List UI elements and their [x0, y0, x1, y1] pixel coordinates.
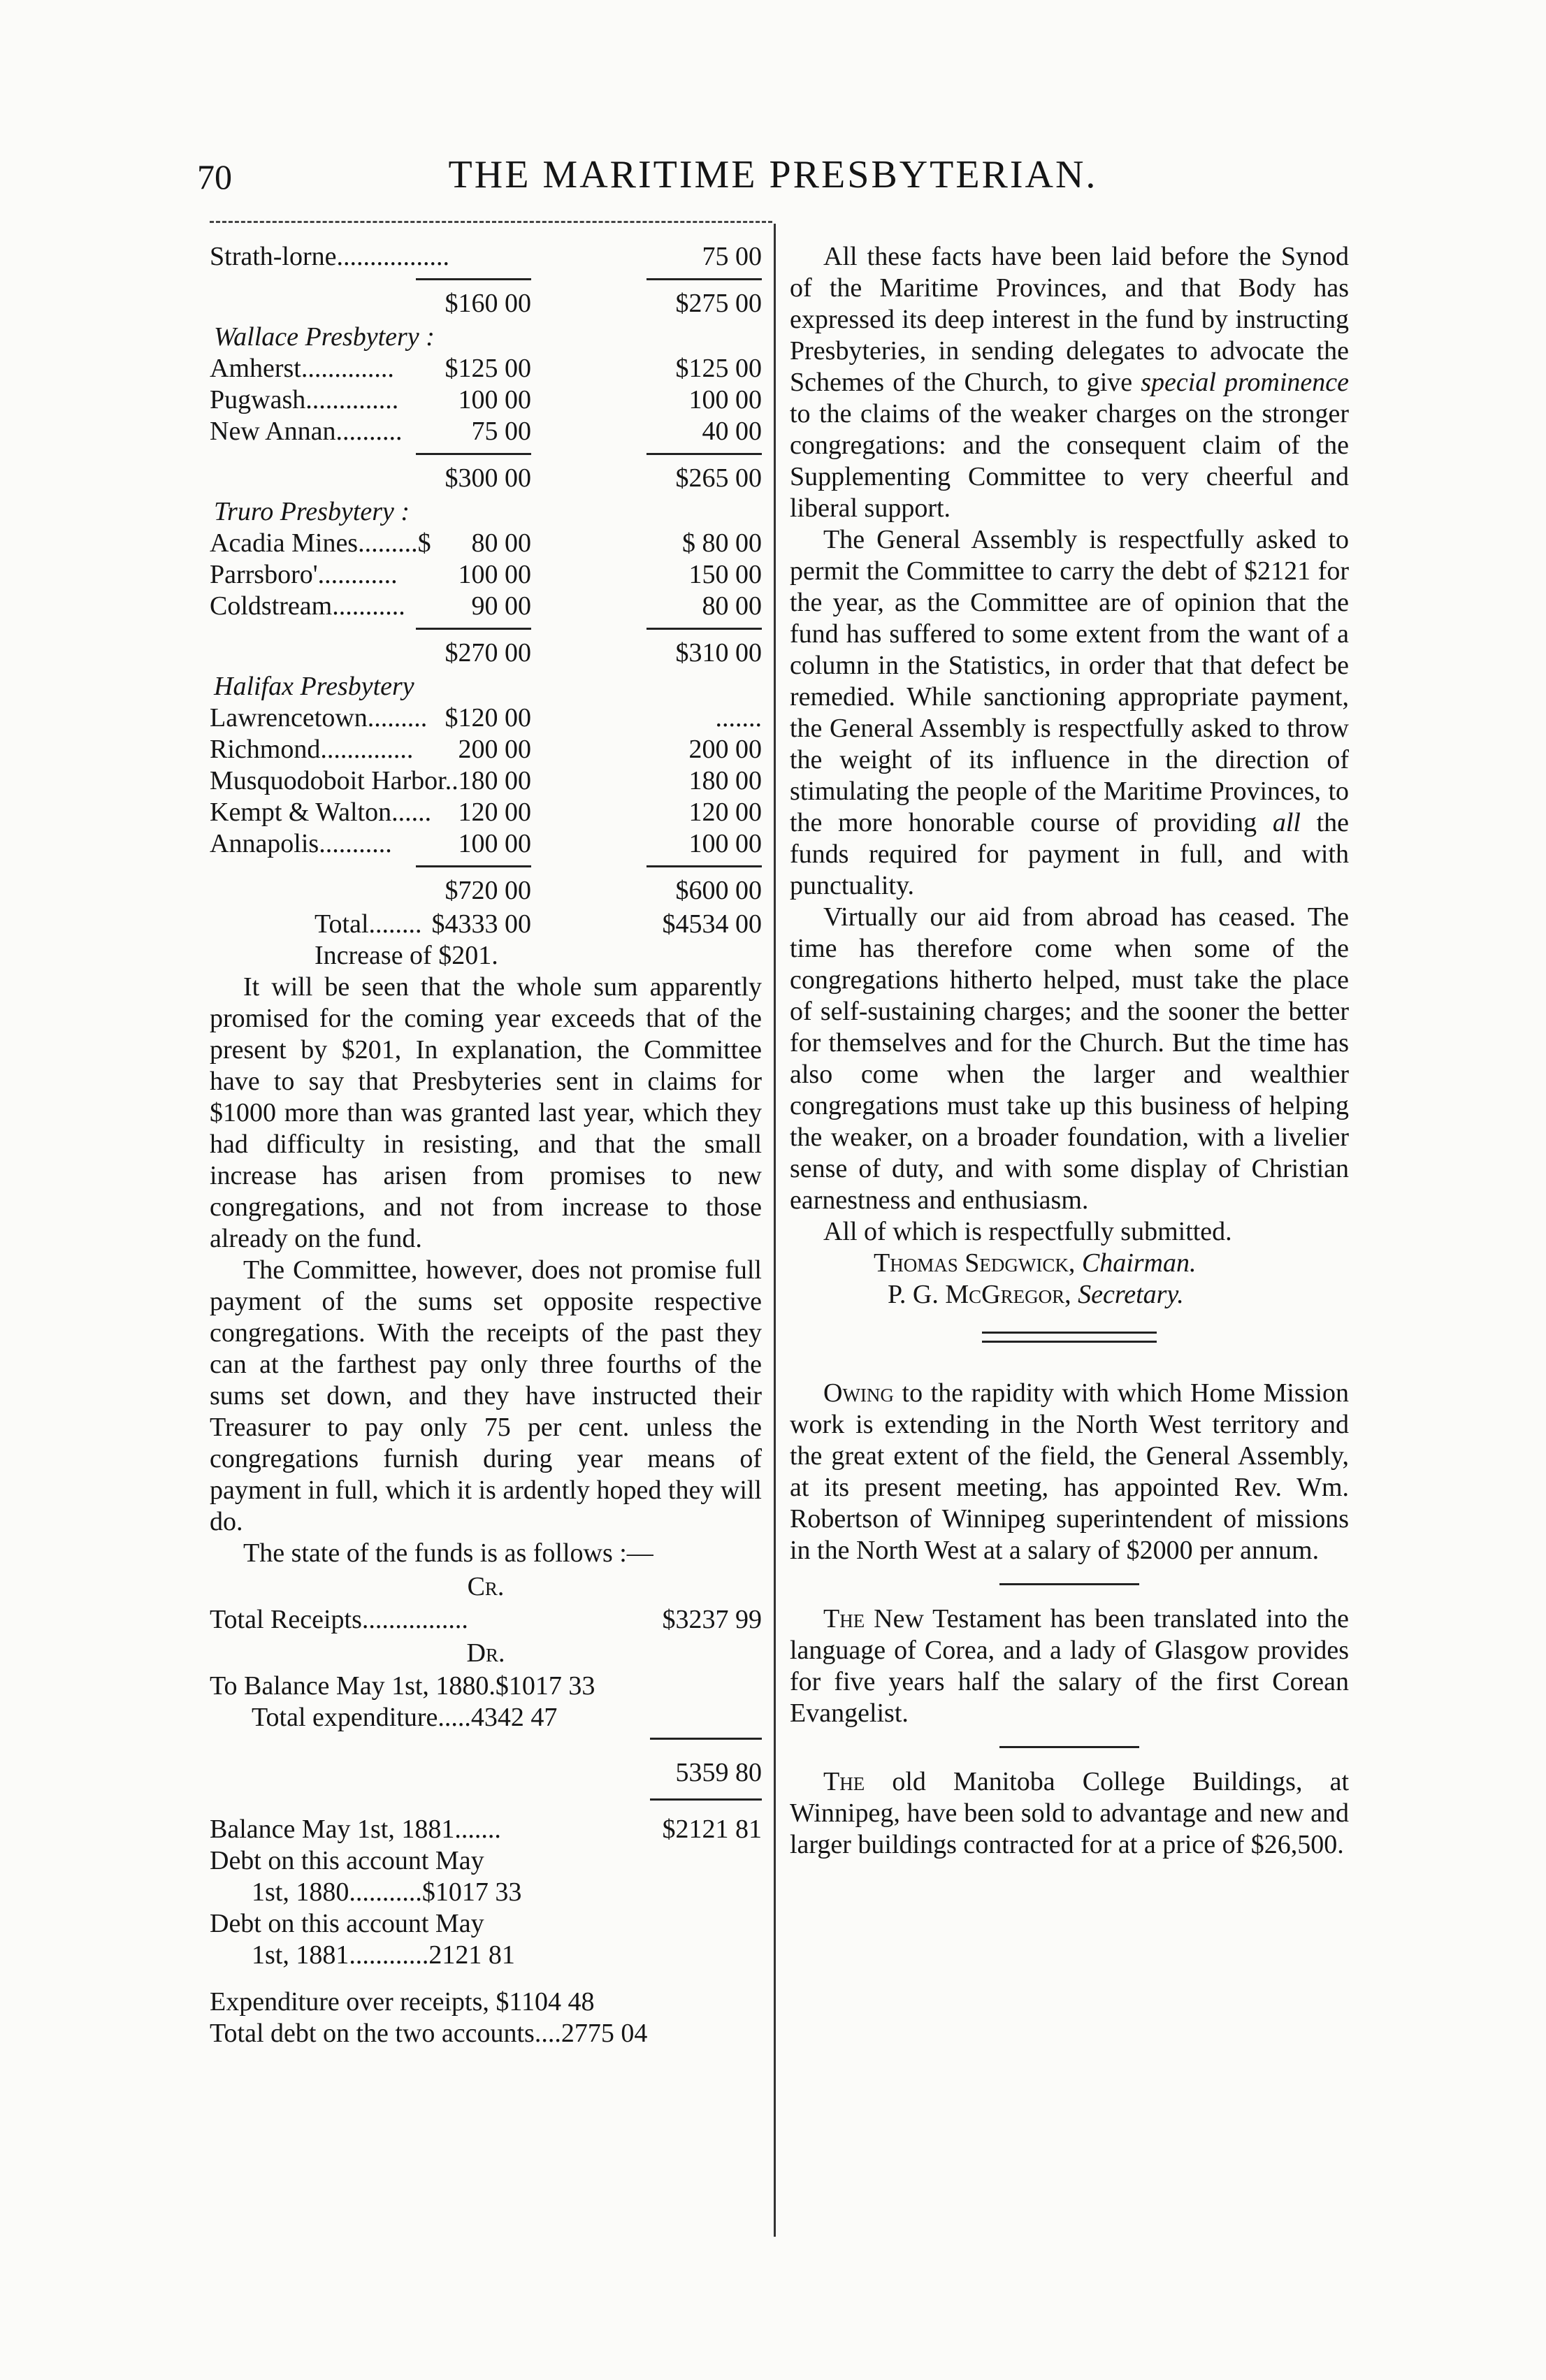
ledger-row: Amherst.............. $125 00 $125 00	[210, 354, 762, 383]
paragraph: All of which is respectfully submitted.	[823, 1217, 1232, 1246]
page-number: 70	[197, 157, 232, 196]
account-row: 1st, 1880...........$1017 33	[252, 1877, 522, 1907]
section-heading: Wallace Presbytery :	[214, 322, 435, 352]
increase-line: Increase of $201.	[315, 941, 498, 970]
ledger-row: Kempt & Walton...... 120 00 120 00	[210, 798, 762, 827]
ledger-row: New Annan.......... 75 00 40 00	[210, 417, 762, 446]
paragraph: The General Assembly is respectfully asked to permit the Committee to carry the debt of $2121 for the year, as the Committee are of opinion that the fund has suffered to some extent from the want of a column in the Statistics, in order that that defect be remedied. While sanctioning appropriate payment, the General Assembly is respectfully asked to throw the weight of its influence in the direction of stimulating the people of the Maritime Provinces, to the more honorable course of providing all the funds required for payment in full, and with punctuality.	[790, 525, 1350, 900]
account-row: Debt on this account May	[210, 1909, 484, 1938]
column-divider	[774, 224, 776, 2237]
subtotal-row: $270 00 $310 00	[210, 622, 762, 671]
ledger-row: Parrsboro'............ 100 00 150 00	[210, 560, 762, 589]
credit-label: Cr.	[467, 1572, 505, 1601]
subtotal-row: $160 00 $275 00	[210, 273, 762, 322]
subtotal-row: $720 00 $600 00	[210, 860, 762, 909]
news-item: The New Testament has been translated into the language of Corea, and a lady of Glasgow provides for five years half the salary of the first Corean Evangelist.	[790, 1604, 1350, 1728]
ledger-row: Richmond.............. 200 00 200 00	[210, 735, 762, 764]
account-row: 5359 80	[675, 1758, 762, 1787]
account-row: Total debt on the two accounts....2775 04	[210, 2019, 648, 2048]
account-row: Total expenditure.....4342 47	[252, 1703, 558, 1732]
signature-chairman: Thomas Sedgwick, Chairman.	[874, 1248, 1197, 1278]
ledger-row: Musquodoboit Harbor.. 180 00 180 00	[210, 766, 762, 795]
account-row: Total Receipts................ $3237 99	[210, 1605, 762, 1634]
ledger-row: Lawrencetown......... $120 00 .......	[210, 703, 762, 733]
paragraph: The state of the funds is as follows :—	[243, 1538, 653, 1568]
paragraph: The Committee, however, does not promise full payment of the sums set opposite respective congregations. With the receipts of the past they can at the farthest pay only three fourths of the sums set down, and they have instructed their Treasurer to pay only 75 per cent. unless the congregations furnish during year means of payment in full, which it is ardently hoped they will do.	[210, 1255, 762, 1536]
ledger-row: Acadia Mines.........$ 80 00 $ 80 00	[210, 528, 762, 558]
double-rule	[982, 1332, 1157, 1343]
ledger-row: Coldstream........... 90 00 80 00	[210, 591, 762, 621]
header-rule	[210, 221, 772, 223]
running-head: THE MARITIME PRESBYTERIAN.	[448, 153, 1098, 196]
ledger-row: Strath-lorne................. 75 00	[210, 242, 762, 271]
ledger-row: Annapolis........... 100 00 100 00	[210, 829, 762, 858]
news-item: Owing to the rapidity with which Home Mission work is extending in the North West territory and the great extent of the field, the General Assembly, at its present meeting, has appointed Rev. Wm. Robertson of Winnipeg superintendent of missions in the North West at a salary of $2000 per annum.	[790, 1378, 1349, 1565]
subtotal-row: $300 00 $265 00	[210, 447, 762, 496]
account-row: Expenditure over receipts, $1104 48	[210, 1987, 595, 2017]
rule	[210, 1733, 762, 1743]
debit-label: Dr.	[466, 1638, 505, 1668]
ledger-row: Pugwash.............. 100 00 100 00	[210, 385, 762, 414]
paragraph: All these facts have been laid before the Synod of the Maritime Provinces, and that Body has expressed its deep interest in the fund by instructing Presbyteries, in sending delegates to advocate the Schemes of the Church, to give special prominence to the claims of the weaker charges on the stronger congregations: and the consequent claim of the Supplementing Committee to very cheerful and liberal support.	[790, 242, 1349, 523]
account-row: Debt on this account May	[210, 1846, 484, 1875]
paragraph: It will be seen that the whole sum apparently promised for the coming year exceeds that of the present by $201, In explanation, the Committee have to say that Presbyteries sent in claims for $1000 more than was granted last year, which they had difficulty in resisting, and that the small increase has arisen from promises to new congregations, and not from increase to those already on the fund.	[210, 972, 762, 1253]
account-row: Balance May 1st, 1881....... $2121 81	[210, 1815, 762, 1844]
account-row: To Balance May 1st, 1880.$1017 33	[210, 1671, 595, 1701]
news-item: The old Manitoba College Buildings, at Winnipeg, have been sold to advantage and new and larger buildings contracted for at a price of $26,500.	[790, 1767, 1349, 1859]
right-column	[790, 241, 1349, 1861]
paragraph: Virtually our aid from abroad has ceased. The time has therefore come when some of the congregations hitherto helped, must take the place of self-sustaining charges; and the sooner the better for themselves and for the Church. But the time has also come when the larger and wealthier congregations must take up this business of helping the weaker, on a broader foundation, with a livelier sense of duty, and with some display of Christian earnestness and enthusiasm.	[790, 902, 1349, 1215]
section-heading: Halifax Presbytery	[214, 672, 414, 701]
rule	[999, 1746, 1139, 1748]
rule	[210, 1794, 762, 1804]
account-row: 1st, 1881............2121 81	[252, 1940, 515, 1970]
rule	[999, 1583, 1139, 1585]
grand-total-row: Total........ $4333 00 $4534 00	[315, 909, 762, 939]
signature-secretary: P. G. McGregor, Secretary.	[888, 1280, 1184, 1309]
section-heading: Truro Presbytery :	[214, 497, 410, 526]
left-column	[210, 241, 762, 2049]
